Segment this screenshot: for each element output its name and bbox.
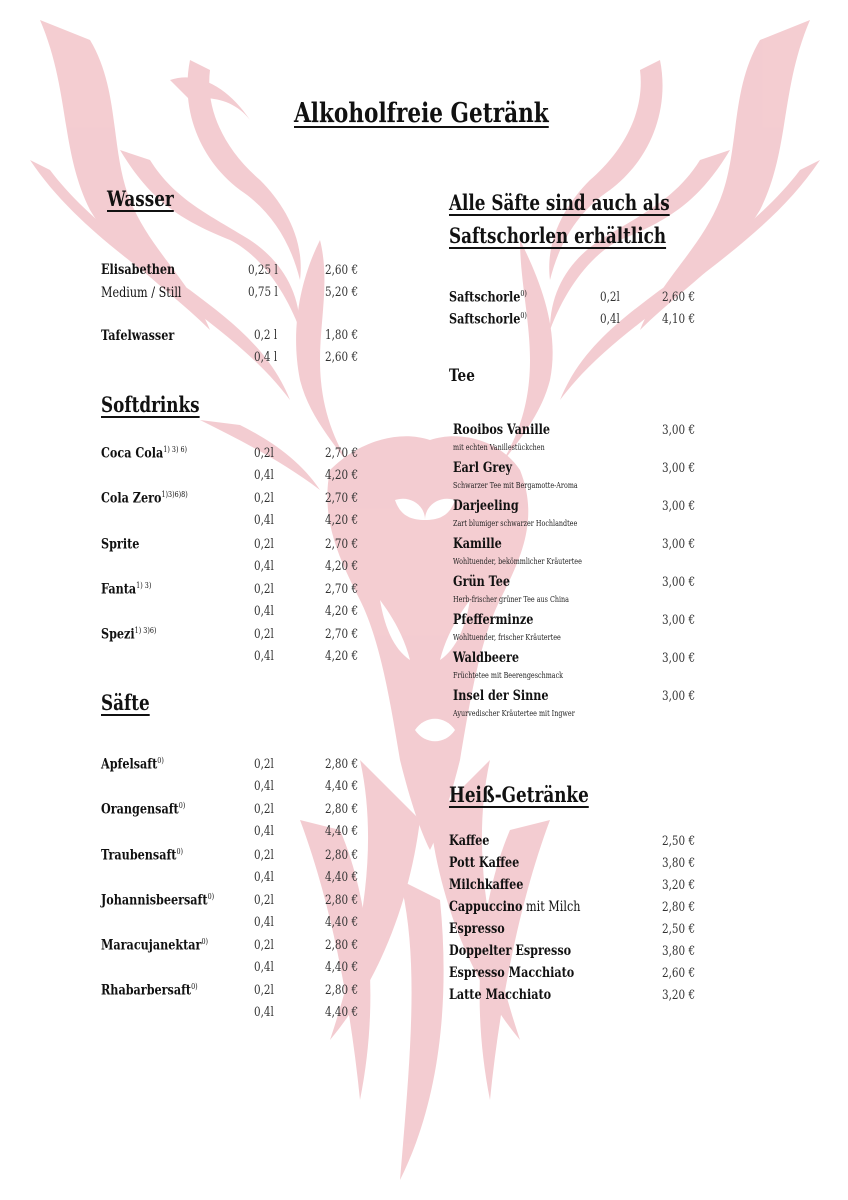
item-size: 0,4l: [254, 559, 274, 574]
item-size: 0,2l: [254, 893, 274, 908]
item-name-text: Rhabarbersaft: [101, 982, 192, 999]
item-price: 3,00 €: [662, 537, 696, 552]
item-price: 3,00 €: [662, 689, 696, 704]
item-price: 2,80 €: [325, 848, 359, 863]
schorle-heading: [449, 186, 670, 252]
item-price: 4,40 €: [325, 960, 359, 975]
item-size: 0,75 l: [248, 285, 278, 300]
item-price: 3,20 €: [662, 988, 696, 1003]
tee-item: Earl Grey: [453, 460, 512, 476]
hot-drink-item: [449, 833, 489, 849]
softdrink-item: [101, 626, 156, 643]
item-price: 4,20 €: [325, 604, 359, 619]
item-price: 2,80 €: [325, 893, 359, 908]
item-price: 2,80 €: [662, 900, 696, 915]
item-size: 0,2l: [254, 757, 274, 772]
item-price: 2,70 €: [325, 582, 359, 597]
item-name-text: Maracujanektar: [101, 937, 202, 954]
item-size: 0,2l: [254, 938, 274, 953]
hot-drink-item: [449, 943, 571, 959]
item-name-text: Saftschorle: [449, 311, 521, 328]
item-size: 0,4l: [254, 779, 274, 794]
allergen-note: 1) 3) 6): [163, 445, 188, 454]
schorle-item: [449, 289, 527, 306]
allergen-note: 1) 3)6): [134, 626, 157, 635]
item-price: 2,60 €: [662, 290, 696, 305]
allergen-note: 0): [520, 289, 527, 298]
item-size: 0,2l: [254, 983, 274, 998]
item-size: 0,2l: [600, 290, 620, 305]
softdrink-item: [101, 490, 188, 507]
item-price: 3,80 €: [662, 856, 696, 871]
item-name-text: Fanta: [101, 581, 137, 598]
item-name-text: Espresso Macchiato: [449, 965, 575, 981]
item-size: 0,4l: [254, 604, 274, 619]
item-name-text: Orangensaft: [101, 801, 179, 818]
saft-item: [101, 801, 185, 818]
item-name-text: Coca Cola: [101, 445, 164, 462]
item-name-text: Milchkaffee: [449, 877, 524, 893]
schorle-heading-line2: Saftschorlen erhältlich: [449, 223, 667, 248]
allergen-note: 0): [157, 756, 164, 765]
tee-description: Wohltuender, bekömmlicher Kräutertee: [453, 557, 582, 566]
item-price: 3,80 €: [662, 944, 696, 959]
saft-item: [101, 892, 214, 909]
tee-item: Grün Tee: [453, 574, 510, 590]
tee-description: Zart blumiger schwarzer Hochlandtee: [453, 519, 578, 528]
item-price: 2,50 €: [662, 834, 696, 849]
item-size: 0,4l: [254, 915, 274, 930]
tee-description: Schwarzer Tee mit Bergamotte-Aroma: [453, 481, 578, 490]
allergen-note: 0): [178, 801, 186, 810]
item-size: 0,4l: [254, 468, 274, 483]
item-size: 0,2l: [254, 491, 274, 506]
heading-wasser: Wasser: [107, 186, 174, 211]
item-price: 4,10 €: [662, 312, 696, 327]
heading-saefte: Säfte: [101, 690, 150, 715]
item-size: 0,2l: [254, 446, 274, 461]
item-name-text: Apfelsaft: [101, 756, 158, 773]
tee-description: mit echten Vanillestückchen: [453, 443, 545, 452]
item-price: 2,70 €: [325, 491, 359, 506]
hot-drink-item: [449, 899, 580, 915]
heading-softdrinks: Softdrinks: [101, 392, 200, 417]
heading-tee: Tee: [449, 366, 475, 386]
hot-drink-item: [449, 987, 551, 1003]
item-name-text: Johannisbeersaft: [101, 892, 208, 909]
item-price: 2,80 €: [325, 802, 359, 817]
item-name-suffix: mit Milch: [522, 899, 581, 915]
item-name-text: Espresso: [449, 921, 505, 937]
item-size: 0,2l: [254, 802, 274, 817]
hot-drink-item: [449, 965, 574, 981]
item-price: 2,80 €: [325, 757, 359, 772]
allergen-note: 0): [520, 311, 527, 320]
item-name: Medium / Still: [101, 285, 182, 301]
item-name-text: Latte Macchiato: [449, 987, 552, 1003]
item-size: 0,2l: [254, 627, 274, 642]
item-price: 2,70 €: [325, 446, 359, 461]
item-price: 2,80 €: [325, 938, 359, 953]
item-size: 0,4l: [254, 824, 274, 839]
hot-drink-item: [449, 877, 523, 893]
tee-item: Insel der Sinne: [453, 688, 549, 704]
tee-description: Früchtetee mit Beerengeschmack: [453, 671, 564, 680]
item-price: 1,80 €: [325, 328, 359, 343]
allergen-note: 0): [191, 982, 198, 991]
softdrink-item: [101, 536, 139, 553]
allergen-note: 0): [201, 937, 209, 946]
item-name: Elisabethen: [101, 262, 176, 278]
item-size: 0,4l: [254, 649, 274, 664]
tee-item: Darjeeling: [453, 498, 519, 514]
item-price: 5,20 €: [325, 285, 359, 300]
item-price: 3,00 €: [662, 461, 696, 476]
tee-item: Rooibos Vanille: [453, 422, 550, 438]
tee-description: Wohltuender, frischer Kräutertee: [453, 633, 561, 642]
item-size: 0,2l: [254, 848, 274, 863]
item-price: 3,00 €: [662, 651, 696, 666]
item-price: 4,20 €: [325, 559, 359, 574]
item-name-text: Sprite: [101, 536, 140, 553]
item-price: 4,40 €: [325, 824, 359, 839]
item-name-text: Cappuccino: [449, 899, 523, 915]
allergen-note: 0): [207, 892, 215, 901]
item-name-text: Kaffee: [449, 833, 490, 849]
item-price: 4,20 €: [325, 649, 359, 664]
tee-item: Kamille: [453, 536, 502, 552]
item-price: 3,00 €: [662, 499, 696, 514]
tee-item: Waldbeere: [453, 650, 520, 666]
item-name-text: Doppelter Espresso: [449, 943, 572, 959]
item-price: 2,70 €: [325, 627, 359, 642]
saft-item: [101, 847, 183, 864]
item-size: 0,4l: [254, 870, 274, 885]
item-price: 2,60 €: [325, 263, 359, 278]
item-size: 0,2l: [254, 537, 274, 552]
item-price: 4,40 €: [325, 870, 359, 885]
item-price: 2,60 €: [662, 966, 696, 981]
softdrink-item: [101, 445, 187, 462]
item-size: 0,4l: [254, 960, 274, 975]
item-price: 2,60 €: [325, 350, 359, 365]
schorle-heading-line1: Alle Säfte sind auch als: [449, 190, 670, 215]
item-name-text: Pott Kaffee: [449, 855, 520, 871]
tee-description: Herb-frischer grüner Tee aus China: [453, 595, 569, 604]
schorle-item: [449, 311, 527, 328]
item-size: 0,2 l: [254, 328, 278, 343]
tee-description: Ayurvedischer Kräutertee mit Ingwer: [453, 709, 575, 718]
item-price: 4,40 €: [325, 779, 359, 794]
tee-item: Pfefferminze: [453, 612, 534, 628]
item-name: Tafelwasser: [101, 328, 175, 344]
heading-heiss: Heiß-Getränke: [449, 782, 589, 807]
item-name-text: Spezi: [101, 626, 135, 643]
item-price: 3,00 €: [662, 575, 696, 590]
saft-item: [101, 982, 198, 999]
item-name-text: Saftschorle: [449, 289, 521, 306]
item-price: 4,40 €: [325, 915, 359, 930]
allergen-note: 0): [176, 847, 184, 856]
allergen-note: 1) 3): [136, 581, 152, 590]
page-title: Alkoholfreie Getränk: [294, 98, 549, 129]
item-price: 4,20 €: [325, 513, 359, 528]
saft-item: [101, 756, 164, 773]
item-price: 4,20 €: [325, 468, 359, 483]
hot-drink-item: [449, 921, 505, 937]
softdrink-item: [101, 581, 151, 598]
item-name-text: Cola Zero: [101, 490, 162, 507]
item-price: 2,50 €: [662, 922, 696, 937]
item-price: 2,70 €: [325, 537, 359, 552]
item-size: 0,25 l: [248, 263, 278, 278]
saft-item: [101, 937, 208, 954]
item-price: 3,00 €: [662, 613, 696, 628]
item-size: 0,4l: [254, 1005, 274, 1020]
item-price: 4,40 €: [325, 1005, 359, 1020]
item-name-text: Traubensaft: [101, 847, 177, 864]
item-size: 0,4 l: [254, 350, 278, 365]
item-size: 0,4l: [600, 312, 620, 327]
item-price: 3,00 €: [662, 423, 696, 438]
item-size: 0,4l: [254, 513, 274, 528]
item-price: 3,20 €: [662, 878, 696, 893]
allergen-note: 1)3)6)8): [161, 490, 188, 499]
item-size: 0,2l: [254, 582, 274, 597]
item-price: 2,80 €: [325, 983, 359, 998]
hot-drink-item: [449, 855, 519, 871]
